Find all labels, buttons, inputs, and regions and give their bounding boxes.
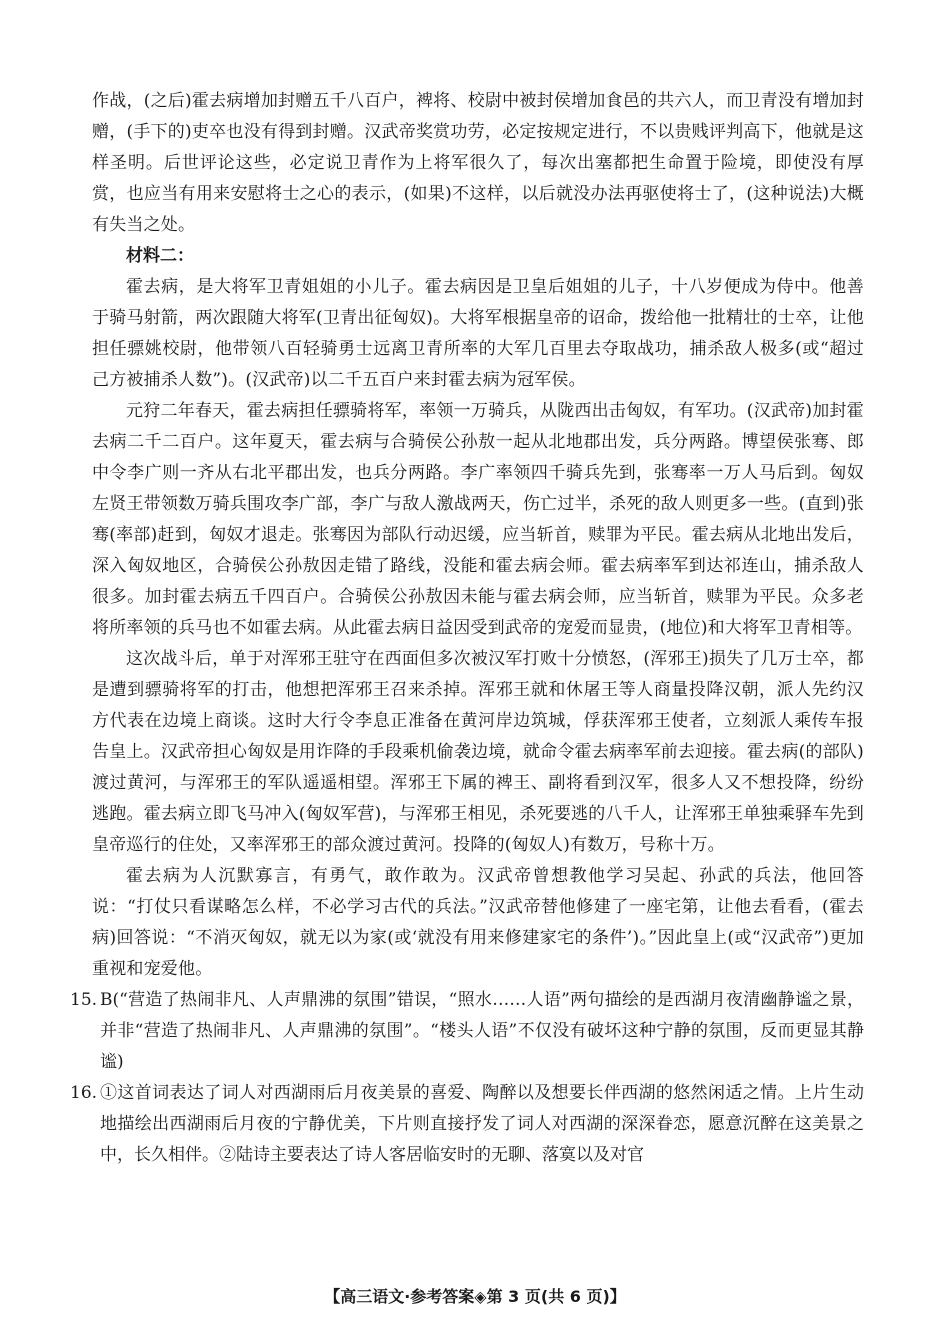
answer-item-15	[70, 985, 864, 1078]
page-content	[70, 86, 864, 1171]
answer-number: 15.	[70, 990, 98, 1010]
paragraph-continuation: 作战，(之后)霍去病增加封赠五千八百户，裨将、校尉中被封侯增加食邑的共六人，而卫青没有增加封赠，(手下的)吏卒也没有得到封赠。汉武帝奖赏功劳，必定按规定进行，不以贵贱评判高下，他就是这样圣明。后世评论这些，必定说卫青作为上将军很久了，每次出塞都把生命置于险境，即使没有厚赏，也应当有用来安慰将士之心的表示，(如果)不这样，以后就没办法再驱使将士了，(这种说法)大概有失当之处。	[92, 91, 864, 235]
answer-text: ①这首词表达了词人对西湖雨后月夜美景的喜爱、陶醉以及想要长伴西湖的悠然闲适之情。上片生动地描绘出西湖雨后月夜的宁静优美，下片则直接抒发了词人对西湖的深深眷恋，愿意沉醉在这美景之中，长久相伴。②陆诗主要表达了诗人客居临安时的无聊、落寞以及对官	[100, 1083, 864, 1165]
answer-item-16	[70, 1078, 864, 1171]
paragraph: 霍去病，是大将军卫青姐姐的小儿子。霍去病因是卫皇后姐姐的儿子，十八岁便成为侍中。他善于骑马射箭，两次跟随大将军(卫青出征匈奴)。大将军根据皇帝的诏命，拨给他一批精壮的士卒，让他担任骠姚校尉，他带领八百轻骑勇士远离卫青所率的大军几百里去夺取战功，捕杀敌人极多(或“超过己方被捕杀人数”)。(汉武帝)以二千五百户来封霍去病为冠军侯。	[92, 277, 864, 390]
section-heading: 材料二：	[126, 246, 194, 266]
answer-number: 16.	[70, 1083, 98, 1103]
answer-text: B(“营造了热闹非凡、人声鼎沸的氛围”错误，“照水……人语”两句描绘的是西湖月夜清幽静谧之景，并非“营造了热闹非凡、人声鼎沸的氛围”。“楼头人语”不仅没有破坏这种宁静的氛围，反而更显其静谧)	[100, 990, 864, 1072]
paragraph: 霍去病为人沉默寡言，有勇气，敢作敢为。汉武帝曾想教他学习吴起、孙武的兵法，他回答说：“打仗只看谋略怎么样，不必学习古代的兵法。”汉武帝替他修建了一座宅第，让他去看看，(霍去病)回答说：“不消灭匈奴，就无以为家(或‘就没有用来修建家宅的条件’)。”因此皇上(或“汉武帝”)更加重视和宠爱他。	[92, 866, 864, 979]
paragraph: 这次战斗后，单于对浑邪王驻守在西面但多次被汉军打败十分愤怒，(浑邪王)损失了几万士卒，都是遭到骠骑将军的打击，他想把浑邪王召来杀掉。浑邪王就和休屠王等人商量投降汉朝，派人先约汉方代表在边境上商谈。这时大行令李息正准备在黄河岸边筑城，俘获浑邪王使者，立刻派人乘传车报告皇上。汉武帝担心匈奴是用诈降的手段乘机偷袭边境，就命令霍去病率军前去迎接。霍去病(的部队)渡过黄河，与浑邪王的军队遥遥相望。浑邪王下属的裨王、副将看到汉军，很多人又不想投降，纷纷逃跑。霍去病立即飞马冲入(匈奴军营)，与浑邪王相见，杀死要逃的八千人，让浑邪王单独乘驿车先到皇帝巡行的住处，又率浑邪王的部众渡过黄河。投降的(匈奴人)有数万，号称十万。	[92, 649, 864, 855]
paragraph: 元狩二年春天，霍去病担任骠骑将军，率领一万骑兵，从陇西出击匈奴，有军功。(汉武帝)加封霍去病二千二百户。这年夏天，霍去病与合骑侯公孙敖一起从北地郡出发，兵分两路。博望侯张骞、郎中令李广则一齐从右北平郡出发，也兵分两路。李广率领四千骑兵先到，张骞率一万人马后到。匈奴左贤王带领数万骑兵围攻李广部，李广与敌人激战两天，伤亡过半，杀死的敌人则更多一些。(直到)张骞(率部)赶到，匈奴才退走。张骞因为部队行动迟缓，应当斩首，赎罪为平民。霍去病从北地出发后，深入匈奴地区，合骑侯公孙敖因走错了路线，没能和霍去病会师。霍去病率军到达祁连山，捕杀敌人很多。加封霍去病五千四百户。合骑侯公孙敖因未能与霍去病会师，应当斩首，赎罪为平民。众多老将所率领的兵马也不如霍去病。从此霍去病日益因受到武帝的宠爱而显贵，(地位)和大将军卫青相等。	[92, 401, 864, 638]
page-footer: 【高三语文·参考答案◈第 3 页(共 6 页)】	[324, 1287, 626, 1306]
